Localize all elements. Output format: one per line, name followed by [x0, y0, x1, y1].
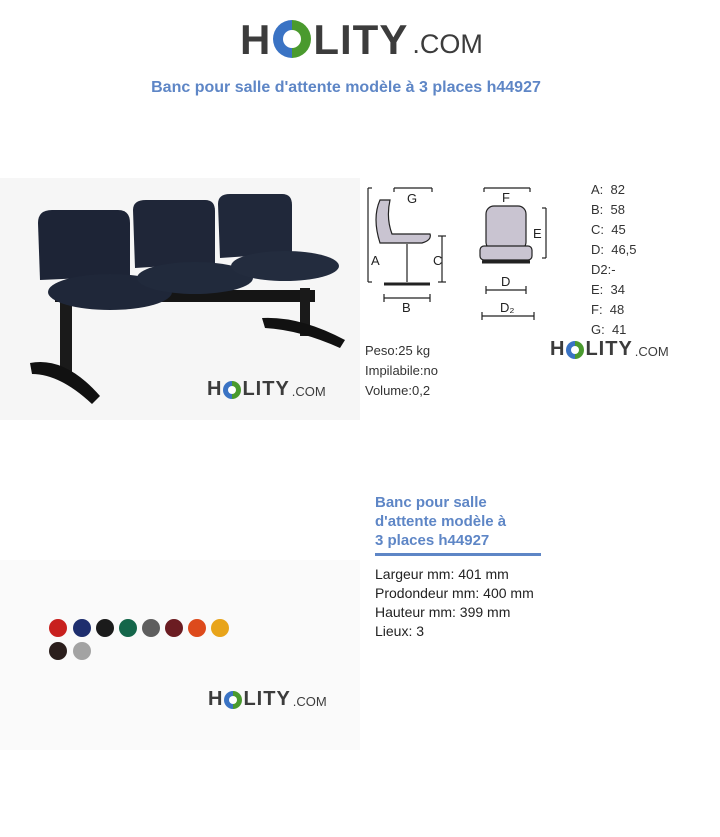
dimension-watermark [550, 338, 669, 361]
label-c: C [433, 253, 443, 268]
swatch-watermark [208, 688, 327, 711]
watermark-domain: .COM [292, 694, 327, 709]
color-swatch[interactable] [119, 619, 137, 637]
product-photo [0, 178, 360, 420]
product-title-line: d'attente modèle à [375, 513, 507, 530]
logo-domain: .COM [412, 29, 483, 59]
product-title-line: 3 places h44927 [375, 532, 490, 549]
site-logo[interactable] [240, 14, 483, 64]
watermark-text: LITY [242, 378, 290, 400]
dimension-value: F: 48 [591, 302, 625, 317]
dimension-panel [362, 178, 672, 406]
label-f: F [502, 190, 510, 205]
watermark-o-icon [224, 691, 242, 709]
spec-height: Hauteur mm: 399 mm [375, 604, 511, 620]
watermark-letter-h: H [550, 338, 566, 360]
watermark-text: LITY [585, 338, 633, 360]
color-swatch[interactable] [73, 642, 91, 660]
spec-volume: Volume:0,2 [365, 383, 431, 398]
product-title-line: Banc pour salle [375, 494, 487, 511]
spec-stackable: Impilabile:no [365, 363, 438, 378]
dimension-value: A: 82 [591, 182, 625, 197]
spec-seats: Lieux: 3 [375, 623, 425, 639]
color-swatch[interactable] [211, 619, 229, 637]
color-swatch[interactable] [73, 619, 91, 637]
label-d2: D₂ [500, 300, 515, 315]
logo-o-icon [273, 20, 311, 58]
color-swatch[interactable] [142, 619, 160, 637]
label-e: E [533, 226, 542, 241]
color-swatch[interactable] [49, 642, 67, 660]
label-d: D [501, 274, 511, 289]
color-swatch[interactable] [188, 619, 206, 637]
dimension-diagram [362, 178, 562, 328]
label-b: B [402, 300, 411, 315]
watermark-letter-h: H [207, 378, 223, 400]
color-swatch[interactable] [165, 619, 183, 637]
spec-weight: Peso:25 kg [365, 343, 431, 358]
dimension-value: G: 41 [591, 322, 627, 337]
watermark-domain: .COM [291, 384, 326, 399]
watermark-domain: .COM [634, 344, 669, 359]
page-title: Banc pour salle d'attente modèle à 3 places h44927 [151, 79, 541, 96]
dimension-value: D2:- [591, 262, 616, 277]
logo-letter-h: H [240, 16, 272, 63]
watermark-letter-h: H [208, 688, 224, 710]
dimension-value: C: 45 [591, 222, 626, 237]
color-swatch[interactable] [49, 619, 67, 637]
product-title [375, 493, 545, 550]
spec-width: Largeur mm: 401 mm [375, 566, 509, 582]
spec-depth: Prodondeur mm: 400 mm [375, 585, 534, 601]
watermark-text: LITY [243, 688, 291, 710]
photo-watermark [207, 378, 326, 401]
watermark-o-icon [223, 381, 241, 399]
title-underline [375, 553, 541, 556]
label-g: G [407, 191, 418, 206]
logo-text: LITY [313, 16, 409, 63]
label-a: A [371, 253, 380, 268]
color-swatch[interactable] [96, 619, 114, 637]
dimension-value: D: 46,5 [591, 242, 637, 257]
watermark-o-icon [566, 341, 584, 359]
color-swatch-panel [0, 560, 360, 750]
dimension-value: E: 34 [591, 282, 625, 297]
dimension-value: B: 58 [591, 202, 625, 217]
